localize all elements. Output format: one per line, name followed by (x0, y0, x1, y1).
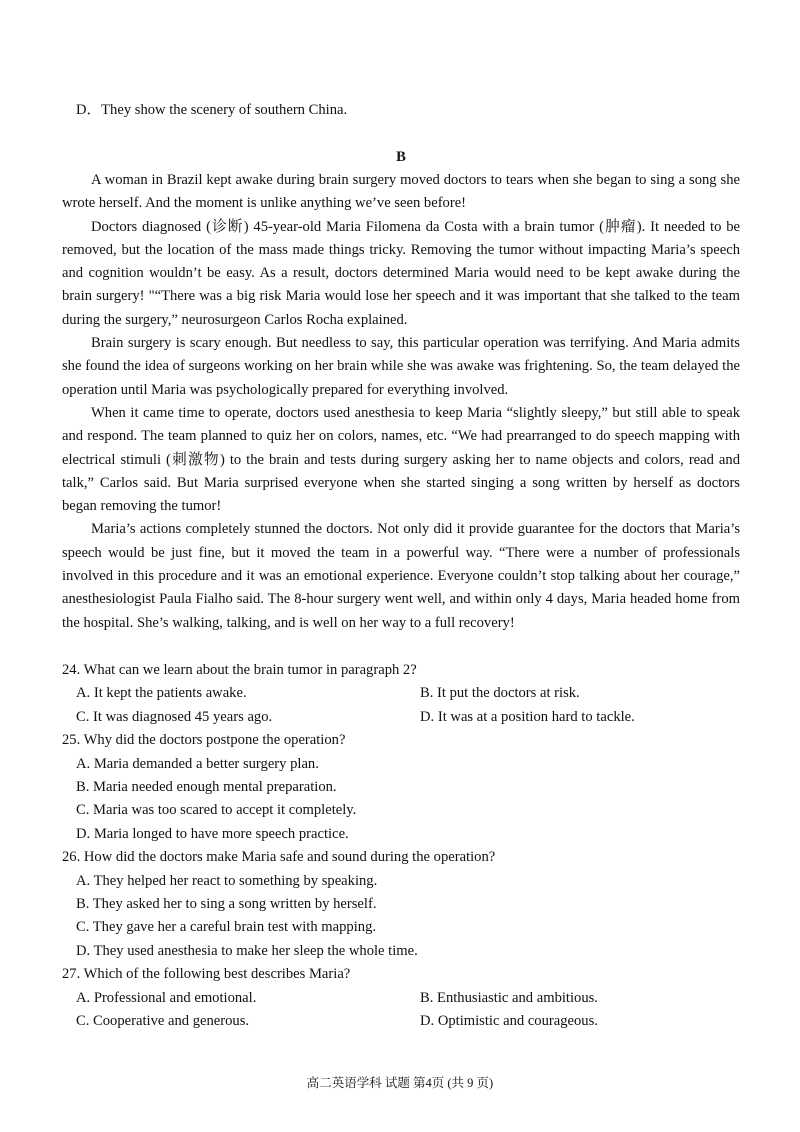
question-26 (62, 846, 740, 963)
option-row (62, 987, 740, 1010)
option-a: A. Maria demanded a better surgery plan. (76, 755, 319, 772)
option-a: A. It kept the patients awake. (76, 685, 247, 702)
option-row (62, 682, 740, 705)
passage-paragraph: When it came time to operate, doctors used anesthesia to keep Maria “slightly sleepy,” but still able to speak and respond. The team planned to quiz her on colors, names, etc. “We had prearranged to do speech mapping with electrical stimuli (刺激物) to the brain and tests during surgery asking her to name objects and colors, read and talk,” Carlos said. But Maria surprised everyone when she started singing a song written by herself as doctors began removing the tumor! (62, 404, 740, 515)
option-b: B. Maria needed enough mental preparation. (76, 779, 337, 796)
section-title: B (396, 149, 406, 165)
page-footer: 高二英语学科 试题 第4页 (共 9 页) (306, 1076, 494, 1090)
option-b: B. Enthusiastic and ambitious. (420, 989, 598, 1006)
question-list (62, 659, 740, 1034)
passage-paragraph: Maria’s actions completely stunned the doctors. Not only did it provide guarantee for the doctors that Maria’s speech would be just fine, but it moved the team in a powerful way. “There were a number of professionals involved in this procedure and it was an emotional experience. Everyone couldn’t stop talking about her courage,” anesthesiologist Paula Fialho said. The 8-hour surgery went well, and within only 4 days, Maria headed home from the hospital. She’s walking, talking, and is well on her way to a full recovery! (62, 521, 740, 631)
passage-paragraph: A woman in Brazil kept awake during brain surgery moved doctors to tears when she began to sing a song she wrote herself. And the moment is unlike anything we’ve seen before! (62, 172, 740, 212)
option-a: A. Professional and emotional. (76, 989, 257, 1006)
option-c: C. It was diagnosed 45 years ago. (76, 708, 273, 725)
passage-paragraph: Doctors diagnosed (诊断) 45-year-old Maria Filomena da Costa with a brain tumor (肿瘤). It needed to be removed, but the location of the mass made things tricky. Removing the tumor without impacting Maria’s speech and cognition wouldn’t be easy. As a result, doctors determined Maria would need to be kept awake during the brain surgery! "“There was a big risk Maria would lose her speech and it was important that she talked to the team during the surgery,” neurosurgeon Carlos Rocha explained. (62, 218, 740, 328)
question-stem: 26. How did the doctors make Maria safe and sound during the operation? (62, 849, 496, 866)
option-b: B. It put the doctors at risk. (420, 685, 580, 702)
passage-paragraph: Brain surgery is scary enough. But needless to say, this particular operation was terrifying. And Maria admits she found the idea of surgeons working on her brain while she was awake was frightening. So, the team delayed the operation until Maria was psychologically prepared for everything involved. (62, 335, 740, 398)
question-24 (62, 659, 740, 729)
option-d: D. Optimistic and courageous. (420, 1013, 598, 1030)
option-c: C. Maria was too scared to accept it completely. (76, 802, 357, 819)
option-d: D. Maria longed to have more speech practice. (76, 825, 349, 842)
option-row (62, 1010, 740, 1033)
reading-passage (62, 169, 740, 635)
question-27 (62, 963, 740, 1033)
option-c: C. They gave her a careful brain test with mapping. (76, 919, 377, 936)
option-b: B. They asked her to sing a song written by herself. (76, 896, 377, 913)
option-c: C. Cooperative and generous. (76, 1013, 250, 1030)
question-stem: 25. Why did the doctors postpone the operation? (62, 732, 346, 749)
question-stem: 24. What can we learn about the brain tumor in paragraph 2? (62, 662, 417, 678)
option-a: A. They helped her react to something by speaking. (76, 872, 378, 889)
option-row (62, 706, 740, 729)
question-25 (62, 729, 740, 846)
question-stem: 27. Which of the following best describes Maria? (62, 966, 351, 983)
option-d: D. They used anesthesia to make her sleep the whole time. (76, 942, 418, 959)
previous-question-option: D．They show the scenery of southern China. (76, 102, 348, 118)
option-d: D. It was at a position hard to tackle. (420, 708, 635, 725)
